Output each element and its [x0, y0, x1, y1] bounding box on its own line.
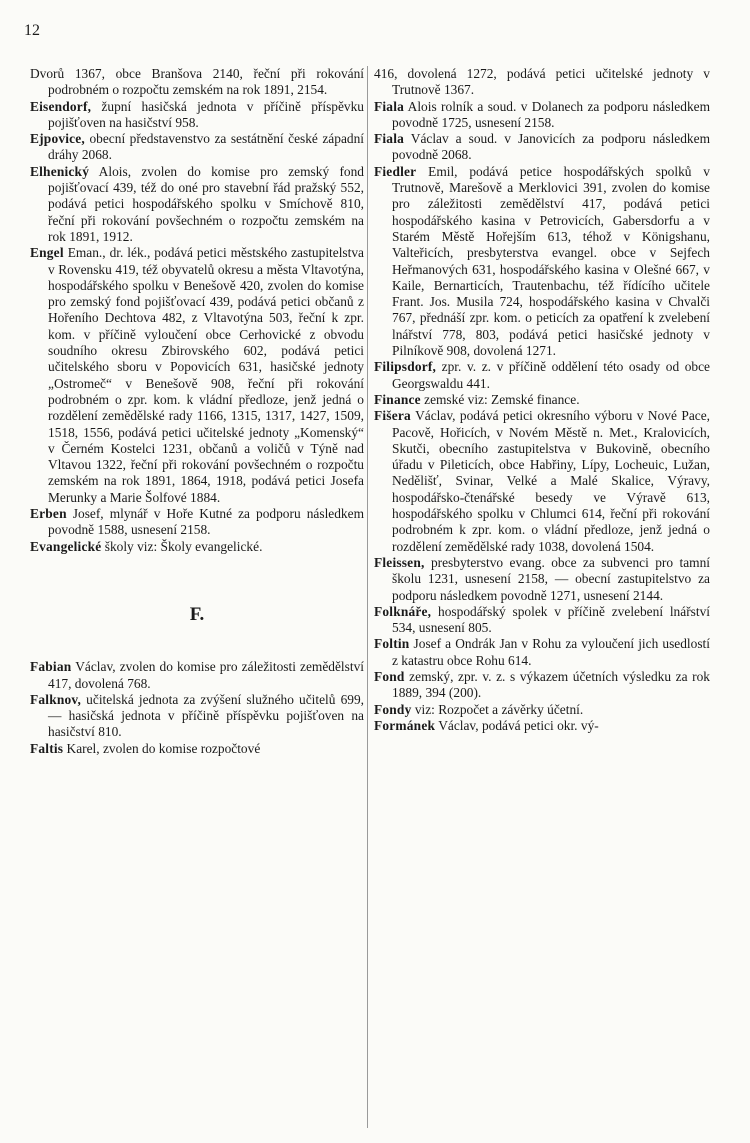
entry-text: Emil, podává petice hospodářských spolků v Trutnově, Marešově a Merklovici 391, zvolen do komise pro záležitosti zemědělství 417, podává petici hospodářského kasina v Petrovicích, Gabersdorfu a v Starém Městě Hořejším 613, téhož v Königshanu, Valteřicích, presbyterstva evangel. obce v Sejfech Heřmanových 631, hospodářského kasina v Olešné 667, v Kaile, Bernarticích, Trautenbachu, též řídícího učitele Frant. Jos. Musila 724, hospodářského kasina v Chvalči 767, přednáší zpr. kom. o peticích za opatření k zvelebení lnářství 778, 803, podává petici hasičské jednoty v Pilníkově 908, dovolená 1271.	[392, 163, 710, 359]
index-entry	[30, 506, 364, 539]
column-divider	[367, 66, 368, 1128]
entry-headword: Engel	[30, 245, 64, 261]
entry-text: Karel, zvolen do komise rozpočtové	[63, 740, 261, 756]
letter-heading: F.	[189, 603, 205, 625]
entry-text: školy viz: Školy evangelické.	[101, 538, 263, 554]
index-entry	[30, 245, 364, 506]
index-entry	[30, 99, 364, 132]
entry-headword: Fišera	[374, 408, 411, 424]
index-entry	[30, 659, 364, 692]
left-column	[30, 66, 364, 757]
entry-text: zemský, zpr. v. z. s výkazem účetních výsledku za rok 1889, 394 (200).	[392, 668, 710, 701]
entry-text: 416, dovolená 1272, podává petici učitelské jednoty v Trutnově 1367.	[374, 66, 710, 98]
index-entry	[374, 669, 710, 702]
index-entry	[374, 702, 710, 718]
entry-text: Václav a soud. v Janovicích za podporu následkem povodně 2068.	[392, 131, 710, 163]
entry-headword: Fleissen,	[374, 554, 425, 570]
entry-text: učitelská jednota za zvýšení služného učitelů 699, — hasičská jednota v příčině příspěvku pojišťoven na hasičství 810.	[48, 691, 364, 740]
entry-text: Václav, zvolen do komise pro záležitosti zemědělství 417, dovolená 768.	[48, 659, 364, 691]
entry-headword: Fiala	[374, 131, 405, 147]
entry-headword: Evangelické	[30, 538, 102, 554]
entry-headword: Faltis	[30, 740, 64, 756]
page-number: 12	[24, 22, 40, 39]
entry-headword: Fondy	[374, 701, 412, 717]
entry-text: Václav, podává petici okresního výboru v Nové Pace, Pacově, Hořicích, v Novém Městě n. Met., Kralovicích, Skutči, obecního zastupitelstva v Bukovině, obecního úřadu v Pileticích, obce Habřiny, Lípy, Locheuic, Lužan, Nedělišť, Svinar, Velké a Malé Skalice, Výravy, hospodářsko-čtenářské besedy ve Výravě 613, hospodářského spolku v Chlumci 614, řeční při rokování podrobném k zpr. kom. o vládní předloze, jenž jedná o rozdělení zemědělské rady 1038, dovolená 1504.	[392, 408, 710, 554]
index-entry	[374, 66, 710, 99]
entry-headword: Elhenický	[30, 163, 90, 179]
index-entry	[30, 66, 364, 99]
index-entry	[30, 539, 364, 555]
index-entry	[30, 164, 364, 245]
index-entry	[374, 604, 710, 637]
entry-text: zemské viz: Zemské finance.	[420, 391, 580, 407]
entry-text: Václav, podává petici okr. vý-	[435, 717, 599, 733]
left-entries-after	[30, 659, 364, 757]
entry-text: obecní představenstvo za sestátnění české západní dráhy 2068.	[48, 131, 364, 163]
entry-text: Alois rolník a soud. v Dolanech za podporu následkem povodně 1725, usnesení 2158.	[392, 98, 710, 130]
right-column	[374, 66, 710, 734]
entry-headword: Foltin	[374, 636, 410, 652]
index-entry	[30, 741, 364, 757]
index-entry	[30, 131, 364, 164]
entry-headword: Erben	[30, 506, 67, 522]
entry-headword: Formánek	[374, 717, 436, 733]
entry-headword: Folknáře,	[374, 603, 432, 619]
entry-text: Josef, mlynář v Hoře Kutné za podporu následkem povodně 1588, usnesení 2158.	[48, 506, 364, 538]
entry-headword: Fond	[374, 668, 405, 684]
entry-headword: Filipsdorf,	[374, 359, 437, 375]
entry-headword: Fiala	[374, 98, 405, 114]
index-entry	[374, 164, 710, 360]
entry-text: Eman., dr. lék., podává petici městského zastupitelstva v Rovensku 419, též obyvatelů okresu a města Vltavotýna, hospodářského spolku v Benešově 420, zvolen do komise pro zemský fond pojišťovací 439, podává petici občanů z Hořeního Dechtova 482, z Vltavotýna 503, řeční k zpr. kom. v příčině vyloučení obce Cerhovické z obvodu soudního okresu Zbirovského 602, podává petici učitelského sboru v Popovicích 631, hasičské jednoty „Ostromeč“ v Benešově 908, řeční při rokování podrobném o zpr. kom. k vládní předloze, jenž jedná o rozdělení zemědělské rady 1166, 1315, 1317, 1427, 1509, 1518, 1556, podává petici učitelské jednoty „Komenský“ v Černém Kostelci 1231, občanů a voličů v Týně nad Vltavou 1322, řeční při rokování povšechném o rozpočtu zemském na rok 1891, 1864, 1918, podává petici Josefa Merunky a Marie Šolfové 1884.	[48, 245, 364, 505]
entry-text: zpr. v. z. v příčině oddělení této osady od obce Georgswaldu 441.	[392, 359, 710, 391]
entry-headword: Eisendorf,	[30, 98, 92, 114]
index-entry	[374, 131, 710, 164]
entry-text: Dvorů 1367, obce Branšova 2140, řeční při rokování podrobném o rozpočtu zemském na rok 1891, 2154.	[30, 66, 364, 98]
index-entry	[374, 392, 710, 408]
entry-headword: Fiedler	[374, 163, 417, 179]
index-entry	[374, 99, 710, 132]
index-entry	[374, 636, 710, 669]
entry-text: župní hasičská jednota v příčině příspěvku pojišťoven na hasičství 958.	[48, 98, 364, 130]
right-entries	[374, 66, 710, 734]
entry-headword: Finance	[374, 391, 421, 407]
entry-headword: Falknov,	[30, 691, 82, 707]
index-entry	[30, 692, 364, 741]
index-entry	[374, 718, 710, 734]
entry-headword: Fabian	[30, 659, 72, 675]
index-entry	[374, 408, 710, 555]
entry-text: Josef a Ondrák Jan v Rohu za vyloučení jich usedlostí z katastru obce Rohu 614.	[392, 636, 710, 668]
left-entries	[30, 66, 364, 555]
index-entry	[374, 555, 710, 604]
entry-text: hospodářský spolek v příčině zvelebení lnářství 534, usnesení 805.	[392, 603, 710, 636]
entry-text: presbyterstvo evang. obce za subvenci pro tamní školu 1231, usnesení 2158, — obecní zastupitelstvo za podporu následkem povodně 1271, usnesení 2144.	[392, 554, 710, 603]
entry-headword: Ejpovice,	[30, 131, 85, 147]
entry-text: viz: Rozpočet a závěrky účetní.	[411, 701, 584, 717]
entry-text: Alois, zvolen do komise pro zemský fond pojišťovací 439, též do oné pro stavební řád pražský 552, podává petici hospodářského spolku v Smíchově 810, řeční při rokování povšechném o rozpočtu zemském na rok 1891, 1912.	[48, 163, 364, 244]
index-entry	[374, 359, 710, 392]
